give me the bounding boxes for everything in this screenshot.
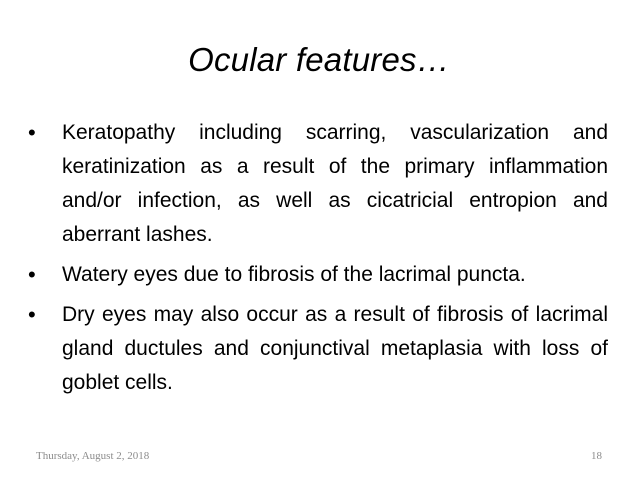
bullet-text: Keratopathy including scarring, vascularization and keratinization as a result of the primary inflammation and/or infection, as well as cicatricial entropion and aberrant lashes. (62, 121, 608, 246)
bullet-text: Dry eyes may also occur as a result of fibrosis of lacrimal gland ductules and conjunctival metaplasia with loss of goblet cells. (62, 303, 608, 394)
footer-date: Thursday, August 2, 2018 (36, 450, 150, 462)
bullet-dot-icon: • (28, 120, 36, 145)
bullet-list (28, 116, 608, 406)
slide-title: Ocular features… (188, 41, 450, 78)
bullet-item (28, 258, 608, 292)
bullet-item (28, 116, 608, 252)
page-number: 18 (591, 450, 602, 462)
bullet-dot-icon: • (28, 302, 36, 327)
bullet-item (28, 298, 608, 400)
bullet-text: Watery eyes due to fibrosis of the lacrimal puncta. (62, 263, 526, 286)
bullet-dot-icon: • (28, 262, 36, 287)
